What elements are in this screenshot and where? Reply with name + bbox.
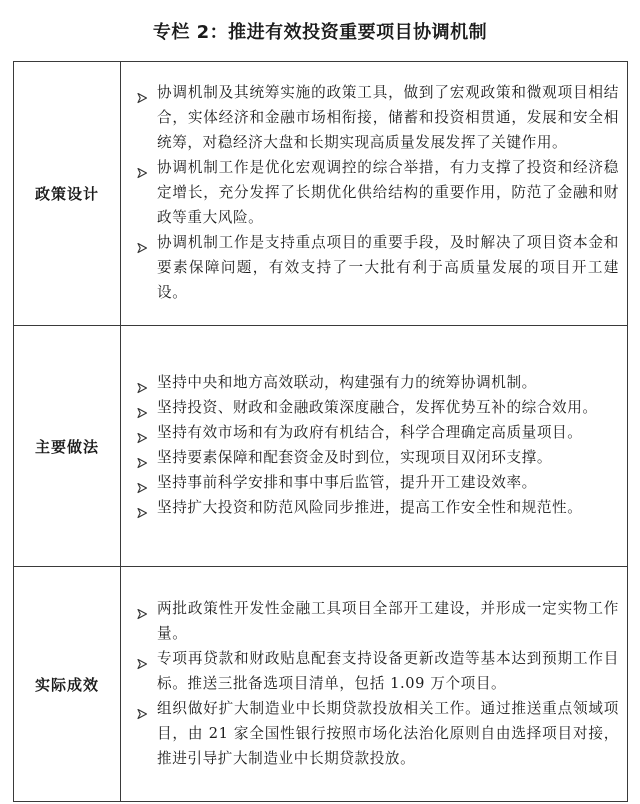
list-item-text: 坚持要素保障和配套资金及时到位，实现项目双闭环支撑。 (157, 449, 553, 466)
arrow-bullet-icon (136, 477, 148, 489)
list-item-text: 协调机制及其统筹实施的政策工具，做到了宏观政策和微观项目相结合，实体经济和金融市场相衔接，储蓄和投资相贯通，发展和安全相统筹，对稳经济大盘和长期实现高质量发展发挥了关键作用。 (157, 84, 619, 151)
list-item-text: 坚持扩大投资和防范风险同步推进，提高工作安全性和规范性。 (157, 499, 583, 516)
list-item (135, 470, 619, 495)
row-category: 实际成效 (14, 567, 121, 802)
list-item (135, 495, 619, 520)
list-item-text: 专项再贷款和财政贴息配套支持设备更新改造等基本达到预期工作目标。推送三批备选项目清单，包括 1.09 万个项目。 (157, 649, 619, 692)
column-title: 专栏 2：推进有效投资重要项目协调机制 (152, 22, 488, 43)
list-item (135, 696, 619, 771)
arrow-bullet-icon (136, 237, 148, 249)
row-category: 政策设计 (14, 62, 121, 326)
table-row (14, 567, 628, 802)
list-item-text: 组织做好扩大制造业中长期贷款投放相关工作。通过推送重点领域项目，由 21 家全国性银行按照市场化法治化原则自由选择项目对接，推进引导扩大制造业中长期贷款投放。 (157, 699, 619, 767)
arrow-bullet-icon (136, 402, 148, 414)
list-item (135, 646, 619, 696)
table-row (14, 62, 628, 326)
list-item-text: 坚持事前科学安排和事中事后监管，提升开工建设效率。 (157, 474, 537, 491)
list-item (135, 420, 619, 445)
arrow-bullet-icon (136, 502, 148, 514)
list-item-text: 协调机制工作是优化宏观调控的综合举措，有力支撑了投资和经济稳定增长，充分发挥了长期优化供给结构的重要作用，防范了金融和财政等重大风险。 (157, 159, 619, 226)
row-category: 主要做法 (14, 326, 121, 567)
arrow-bullet-icon (136, 653, 148, 665)
list-item (135, 80, 619, 155)
row-items (121, 62, 628, 326)
arrow-bullet-icon (136, 377, 148, 389)
list-item-text: 坚持投资、财政和金融政策深度融合，发挥优势互补的综合效用。 (157, 399, 598, 416)
mechanism-table (13, 61, 628, 802)
arrow-bullet-icon (136, 703, 148, 715)
list-item (135, 230, 619, 305)
list-item (135, 395, 619, 420)
table-row (14, 326, 628, 567)
list-item-text: 坚持中央和地方高效联动，构建强有力的统筹协调机制。 (157, 374, 537, 391)
arrow-bullet-icon (136, 427, 148, 439)
arrow-bullet-icon (136, 452, 148, 464)
row-items (121, 567, 628, 802)
list-item-text: 两批政策性开发性金融工具项目全部开工建设，并形成一定实物工作量。 (157, 599, 619, 642)
arrow-bullet-icon (136, 162, 148, 174)
row-items (121, 326, 628, 567)
list-item (135, 370, 619, 395)
list-item-text: 坚持有效市场和有为政府有机结合，科学合理确定高质量项目。 (157, 424, 583, 441)
arrow-bullet-icon (136, 87, 148, 99)
list-item (135, 596, 619, 646)
arrow-bullet-icon (136, 603, 148, 615)
list-item (135, 155, 619, 230)
list-item (135, 445, 619, 470)
list-item-text: 协调机制工作是支持重点项目的重要手段，及时解决了项目资本金和要素保障问题，有效支持了一大批有利于高质量发展的项目开工建设。 (157, 234, 619, 301)
